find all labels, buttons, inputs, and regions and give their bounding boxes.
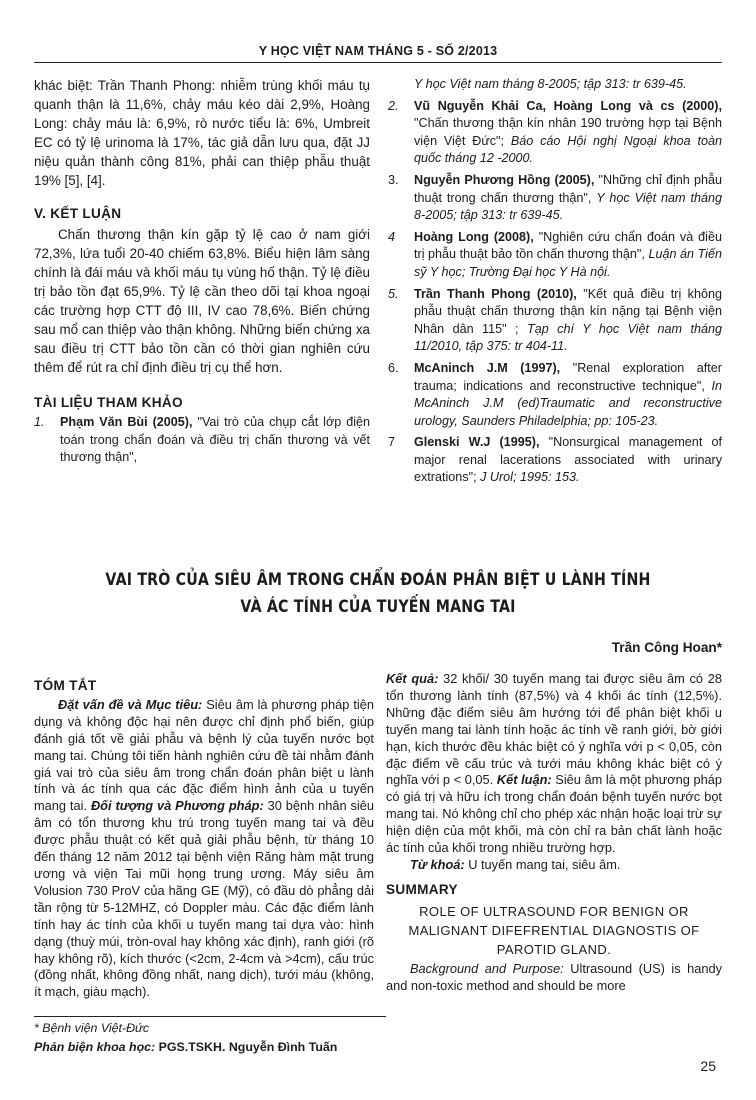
reference-body: [414, 98, 722, 168]
reference-item: [34, 414, 370, 467]
abstract-methods-text: 30 bệnh nhân siêu âm có tổn thương khu trú trong tuyến mang tai và đều được phẫu thuật có kết quả giải phẫu bệnh, từ tháng 10 đến tháng 12 năm 2012 tại bệnh viện Răng hàm mặt trung ương và viện Tai mũi họng trung ương. Máy siêu âm Volusion 730 ProV của hãng GE (Mỹ), có đầu dò phẳng dải tần rộng từ 5-12MHZ, có Doppler màu. Các đặc điểm lành tính hay ác tính của khối u tuyến mang tai dựa vào: hình dạng (thuỳ múi, tròn-oval hay không xác định), ranh giới (rõ hay không rõ), kích thước (<2cm, 2-4cm và >4cm), cấu trúc (đồng nhất, không đồng nhất, nang dịch), tưới máu (không, ít mạch, giàu mạch).: [34, 798, 374, 1000]
reference-source: Y học Việt nam tháng 8-2005; tập 313: tr 639-45.: [414, 77, 687, 91]
reference-title: "Chấn thương thận kín nhân 190 trường hợp tại Bệnh viện Việt Đức";: [414, 116, 722, 148]
reference-number: 5.: [388, 286, 399, 301]
reference-body: [414, 172, 722, 225]
reference-source: J Urol; 1995: 153.: [480, 470, 580, 485]
abstract-background-text: Siêu âm là phương pháp tiện dụng và không độc hại nên được chỉ định phổ biến, giúp đánh giá tốt về giải phẫu và bệnh lý của tuyến nước bọt mang tai. Chúng tôi tiến hành nghiên cứu đề tài nhằm đánh giá vai trò của siêu âm trong chẩn đoán phân biệt u lành tính và ác tính qua các đặc điểm hình ảnh của u tuyến mang tai.: [34, 696, 374, 814]
summary-background-text: Ultrasound (US) is handy and non-toxic method and should be more: [386, 960, 722, 993]
reference-source: Báo cáo Hội nghị Ngoại khoa toàn quốc tháng 12 -2000.: [414, 133, 723, 166]
abstract-results-text: 32 khối/ 30 tuyến mang tai được siêu âm có 28 tổn thương lành tính (87,5%) và 4 khối ác tính (12,5%). Những đặc điểm siêu âm hướng tới để phân biệt khối u tuyến mang tai lành tính hoặc ác tính về ranh giới, bờ giới hạn, kích thước đều khác biệt có ý nghĩa với p < 0,05, còn đặc điểm về cấu trúc và tưới máu không khác biệt có ý nghĩa với p < 0,05.: [386, 671, 722, 788]
summary-title-line: MALIGNANT DIFEFRENTIAL DIAGNOSTIS OF: [408, 922, 700, 938]
reference-author: Nguyễn Phương Hồng (2005),: [414, 172, 595, 187]
reference-body: [414, 360, 722, 430]
reference-author: McAninch J.M (1997),: [414, 360, 561, 375]
reference-title: "Những chỉ định phẫu thuật trong chấn thương thận",: [414, 172, 722, 205]
reference-author: Trần Thanh Phong (2010),: [414, 286, 577, 301]
article-author: Trần Công Hoan*: [611, 640, 722, 655]
reference-number: 2.: [388, 98, 399, 113]
reference-title: "Renal exploration after trauma; indications and reconstructive technique",: [414, 360, 722, 393]
footnote-affiliation: * Bệnh viện Việt-Đức: [34, 1021, 150, 1035]
reference-number: 7: [388, 435, 396, 450]
references-heading: TÀI LIỆU THAM KHẢO: [34, 395, 183, 410]
conclusion-heading: V. KẾT LUẬN: [34, 206, 122, 221]
reference-source: In McAninch J.M (ed)Traumatic and reconstructive urology, Saunders Philadelphia; pp: 105-23.: [414, 378, 722, 428]
abstract-results-paragraph: [386, 671, 722, 857]
reference-author: Phạm Văn Bùi (2005),: [60, 415, 193, 429]
abstract-background-label: Đặt vấn đề và Mục tiêu:: [58, 696, 203, 712]
reference-body: [60, 414, 370, 467]
reference-title: "Kết quả điều trị không phẫu thuật chấn thương thận kín nặng tại Bệnh viện Nhân dân 115" ;: [414, 286, 722, 336]
running-head: Y HỌC VIỆT NAM THÁNG 5 - SỐ 2/2013: [258, 44, 498, 58]
abstract-column-continued: [386, 671, 722, 995]
reference-author: Glenski W.J (1995),: [414, 435, 540, 450]
summary-title-line: ROLE OF ULTRASOUND FOR BENIGN OR: [419, 903, 689, 919]
upper-right-column: [388, 76, 722, 491]
reference-source: Tạp chí Y học Việt nam tháng 11/2010, tập 375: tr 404-11.: [414, 321, 722, 354]
reference-author: Vũ Nguyễn Khải Ca, Hoàng Long và cs (2000),: [414, 98, 722, 113]
reference-number: 6.: [388, 360, 399, 375]
reference-item: [388, 172, 722, 225]
reference-source: Y học Việt nam tháng 8-2005; tập 313: tr 639-45.: [414, 190, 722, 223]
keywords-text: U tuyến mang tai, siêu âm.: [464, 856, 621, 872]
reference-body: [414, 229, 722, 282]
abstract-conclusion-text: Siêu âm là một phương pháp có giá trị và hữu ích trong chẩn đoán bệnh tuyến nước bọt mang tai. Nó không chỉ cho phép xác nhận hoặc loại trừ sự hiện diện của một khối, mà còn chỉ ra bản chất lành hoặc ác tính của khối trong nhiều trường hợp.: [386, 772, 722, 856]
upper-left-column: [34, 76, 370, 471]
reference-title: "Nghiên cứu chẩn đoán và điều trị phẫu thuật bảo tồn chấn thương thận",: [414, 229, 722, 262]
reference-body: [414, 434, 722, 487]
article-title: [87, 566, 668, 620]
summary-heading: SUMMARY: [386, 881, 458, 897]
reference-number: 4: [388, 229, 396, 244]
keywords-label: Từ khoá:: [410, 856, 465, 872]
reference-continuation: [388, 76, 722, 94]
abstract-conclusion-label: Kết luận:: [496, 772, 552, 788]
summary-title-line: PAROTID GLAND.: [496, 941, 612, 957]
abstract-heading: TÓM TẮT: [34, 678, 97, 693]
reference-source: Luận án Tiến sỹ Y học; Trường Đại học Y Hà nội.: [414, 247, 722, 279]
abstract-paragraph: [34, 697, 374, 1001]
summary-title: [386, 902, 722, 959]
page-number: 25: [700, 1058, 716, 1074]
abstract-results-label: Kết quả:: [386, 671, 439, 686]
reference-item: [388, 360, 722, 430]
footnote-reviewer: [34, 1040, 337, 1054]
discussion-paragraph: khác biệt: Trần Thanh Phong: nhiễm trùng khối máu tụ quanh thận là 11,6%, chảy máu kéo dài 2,9%, Hoàng Long: chảy máu là: 6,9%, rò nước tiểu là: 6%, Umbreit EC có tỷ lệ urinoma là 17%, tác giả dẫn lưu qua, đặt JJ niệu quản thành công 81%, phải can thiệp phẫu thuật 19% [5], [4].: [34, 78, 370, 188]
reference-number: 1.: [34, 415, 45, 429]
reviewer-name: PGS.TSKH. Nguyễn Đình Tuấn: [155, 1040, 338, 1054]
reference-item: [388, 98, 722, 168]
reference-title: "Vai trò của chụp cắt lớp điện toán trong chẩn đoán và điều trị chấn thương và vết thương thận",: [60, 415, 371, 465]
reference-body: [414, 286, 722, 356]
article-title-line: VÀ ÁC TÍNH CỦA TUYẾN MANG TAI: [240, 597, 516, 616]
summary-paragraph: [386, 961, 722, 995]
abstract-column: [34, 678, 374, 1001]
reference-item: [388, 286, 722, 356]
header-rule: [34, 62, 722, 63]
reviewer-label: Phản biện khoa học:: [34, 1040, 156, 1054]
summary-background-label: Background and Purpose:: [410, 960, 564, 976]
abstract-methods-label: Đối tượng và Phương pháp:: [90, 798, 264, 814]
footnote-rule: [34, 1016, 386, 1017]
reference-title: "Nonsurgical management of major renal lacerations associated with urinary extrations";: [414, 435, 722, 485]
reference-author: Hoàng Long (2008),: [414, 229, 534, 244]
abstract-keywords: [386, 857, 722, 874]
reference-item: [388, 434, 722, 487]
conclusion-paragraph: Chấn thương thận kín gặp tỷ lệ cao ở nam giới 72,3%, lứa tuổi 20-40 chiếm 63,8%. Biểu hiện lâm sàng chính là đái máu và khối máu tụ vùng hố thận. Tỷ lệ điều trị bảo tồn đạt 65,9%. Tỷ lệ cần theo dõi tại khoa ngoại các trường hợp CTT độ III, IV cao 78,6%. Biến chứng sau mổ can thiệp vào thận không. Những biến chứng xa sau điều trị CTT bảo tồn cần có thời gian nghiên cứu thêm để rút ra chỉ định điều trị cụ thể hơn.: [34, 227, 370, 375]
reference-item: [388, 229, 722, 282]
reference-body: [414, 76, 722, 94]
reference-number: 3.: [388, 172, 399, 187]
article-title-line: VAI TRÒ CỦA SIÊU ÂM TRONG CHẨN ĐOÁN PHÂN BIỆT U LÀNH TÍNH: [105, 570, 651, 589]
